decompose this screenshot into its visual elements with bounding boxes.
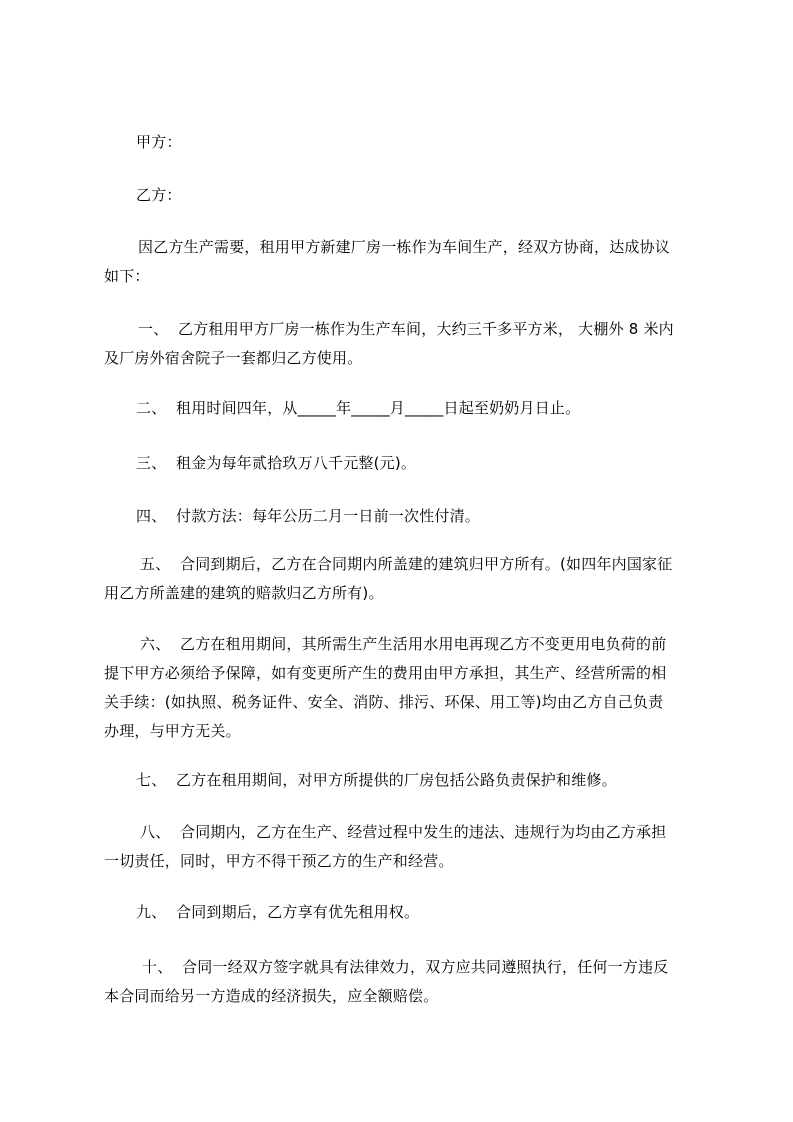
clause-number: 九、	[136, 903, 167, 921]
clause-text: 乙方租用甲方厂房一栋作为生产车间，大约三千多平方米， 大棚外 8 米内	[178, 320, 674, 338]
clause-number: 五、	[140, 555, 171, 573]
clause-number: 七、	[136, 771, 167, 789]
clause-number: 十、	[142, 958, 173, 976]
clause-text: 付款方法：每年公历二月一日前一次性付清。	[176, 507, 481, 525]
clause-text: 合同到期后，乙方享有优先租用权。	[176, 903, 420, 921]
clause-number: 六、	[140, 635, 171, 653]
clause-10: 十、 合同一经双方签字就具有法律效力，双方应共同遵照执行，任何一方违反 本合同而给另一方造成的经济损失，应全额赔偿。	[104, 953, 704, 1011]
clause-8: 八、 合同期内，乙方在生产、经营过程中发生的违法、违规行为均由乙方承担 一切责任，同时，甲方不得干预乙方的生产和经营。	[104, 818, 704, 876]
intro-paragraph: 因乙方生产需要，租用甲方新建厂房一栋作为车间生产，经双方协商，达成协议 如下：	[104, 238, 671, 285]
clause-text: 合同一经双方签字就具有法律效力，双方应共同遵照执行，任何一方违反	[182, 958, 669, 976]
party-a-label: 甲方：	[136, 133, 182, 151]
clause-5: 五、 合同到期后，乙方在合同期内所盖建的建筑归甲方所有。(如四年内国家征 用乙方所盖建的建筑的赔款归乙方所有)。	[104, 550, 704, 608]
clause-4	[104, 502, 704, 531]
clause-text: 租金为每年贰拾玖万八千元整(元)。	[176, 454, 417, 472]
party-b-label: 乙方：	[136, 186, 182, 204]
clause-number: 三、	[136, 454, 167, 472]
clause-number: 四、	[136, 507, 167, 525]
clause-1: 一、 乙方租用甲方厂房一栋作为生产车间，大约三千多平方米， 大棚外 8 米内 及厂房外宿舍院子一套都归乙方使用。	[104, 315, 704, 373]
clause-text: 租用时间四年，从_____年_____月_____日起至奶奶月日止。	[176, 399, 581, 417]
clause-7	[104, 766, 704, 795]
clause-number: 一、	[138, 320, 169, 338]
clause-number: 二、	[136, 399, 167, 417]
clause-3	[104, 449, 704, 478]
clause-text: 乙方在租用期间，对甲方所提供的厂房包括公路负责保护和维修。	[176, 771, 617, 789]
clause-2	[104, 394, 704, 423]
clause-text: 乙方在租用期间，其所需生产生活用水用电再现乙方不变更用电负荷的前	[180, 635, 667, 653]
clause-number: 八、	[140, 823, 171, 841]
clause-text: 合同到期后，乙方在合同期内所盖建的建筑归甲方所有。(如四年内国家征	[180, 555, 673, 573]
clause-text: 合同期内，乙方在生产、经营过程中发生的违法、违规行为均由乙方承担	[180, 823, 667, 841]
clause-9	[104, 898, 704, 927]
clause-6: 六、 乙方在租用期间，其所需生产生活用水用电再现乙方不变更用电负荷的前 提下甲方必须给予保障，如有变更所产生的费用由甲方承担，其生产、经营所需的相 关手续：(如执照、税务证件、安全、消防、排污、环保、用工等)均由乙方自己负责 办理，与甲方无关。	[104, 630, 704, 746]
